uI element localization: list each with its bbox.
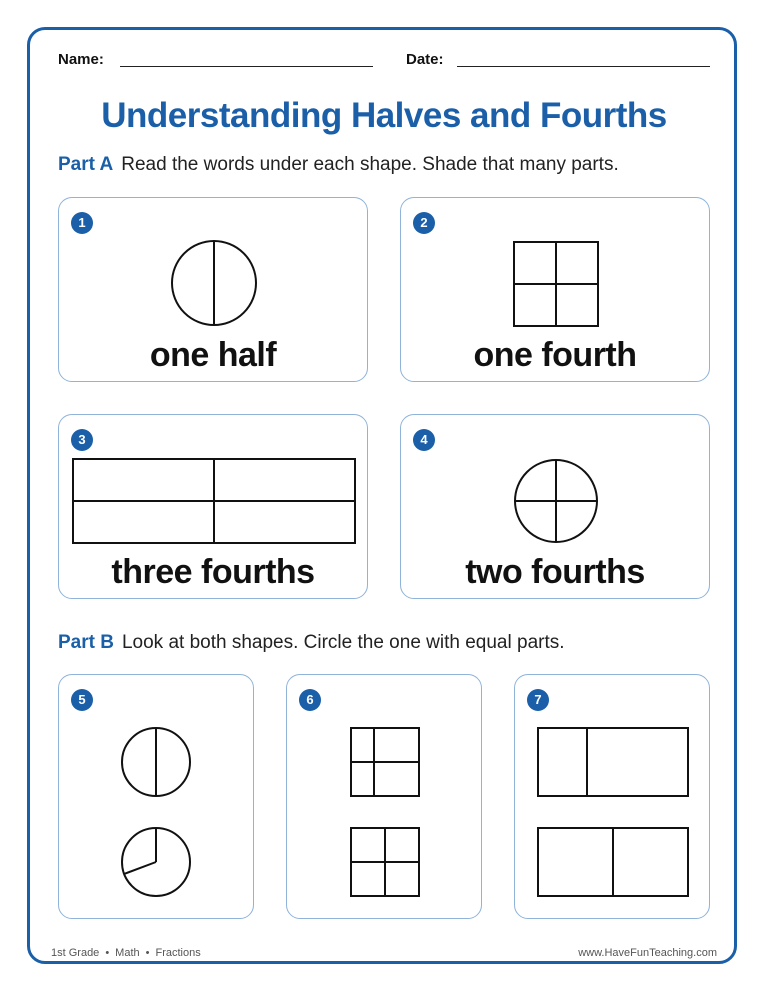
- square-unequal-parts-shape[interactable]: [350, 727, 420, 797]
- part-a-text: Read the words under each shape. Shade that many parts.: [121, 154, 619, 175]
- problem-number-6: 6: [299, 689, 321, 711]
- footer-separator: •: [145, 947, 150, 959]
- problem-card-6: [286, 674, 482, 919]
- caption-4: two fourths: [465, 553, 645, 591]
- circle-equal-halves-shape[interactable]: [121, 727, 191, 797]
- problem-card-2: [400, 197, 710, 382]
- rectangle-fourths-shape[interactable]: [72, 458, 356, 544]
- rectangle-unequal-parts-shape[interactable]: [537, 727, 689, 797]
- square-equal-fourths-shape[interactable]: [350, 827, 420, 897]
- caption-3: three fourths: [111, 553, 315, 591]
- part-b-text: Look at both shapes. Circle the one with equal parts.: [121, 632, 565, 653]
- problem-number-5: 5: [71, 689, 93, 711]
- circle-fourths-shape[interactable]: [513, 458, 599, 544]
- caption-2: one fourth: [473, 336, 637, 374]
- problem-number-3: 3: [71, 429, 93, 451]
- name-label: Name:: [58, 51, 104, 68]
- problem-number-1: 1: [71, 212, 93, 234]
- caption-1: one half: [149, 336, 277, 374]
- rectangle-equal-halves-shape[interactable]: [537, 827, 689, 897]
- footer-grade: 1st Grade: [51, 947, 100, 959]
- problem-card-5: [58, 674, 254, 919]
- footer-separator: •: [105, 947, 110, 959]
- footer-subject: Math: [115, 947, 140, 959]
- square-fourths-shape[interactable]: [513, 241, 599, 327]
- problem-card-7: [514, 674, 710, 919]
- part-b-label: Part B: [58, 632, 114, 653]
- problem-number-7: 7: [527, 689, 549, 711]
- part-a-label: Part A: [58, 154, 114, 175]
- date-label: Date:: [406, 51, 444, 68]
- problem-number-2: 2: [413, 212, 435, 234]
- circle-unequal-parts-shape[interactable]: [121, 827, 191, 897]
- problem-card-4: [400, 414, 710, 599]
- page-title: Understanding Halves and Fourths: [101, 96, 667, 135]
- footer-breadcrumb: [51, 947, 201, 959]
- problem-card-3: [58, 414, 368, 599]
- problem-card-1: [58, 197, 368, 382]
- problem-number-4: 4: [413, 429, 435, 451]
- name-field[interactable]: [120, 66, 373, 67]
- part-b-instruction: [58, 632, 565, 654]
- circle-halves-shape[interactable]: [169, 238, 259, 328]
- date-field[interactable]: [457, 66, 710, 67]
- footer-topic: Fractions: [155, 947, 201, 959]
- footer-website[interactable]: www.HaveFunTeaching.com: [578, 947, 717, 959]
- part-a-instruction: [58, 154, 619, 176]
